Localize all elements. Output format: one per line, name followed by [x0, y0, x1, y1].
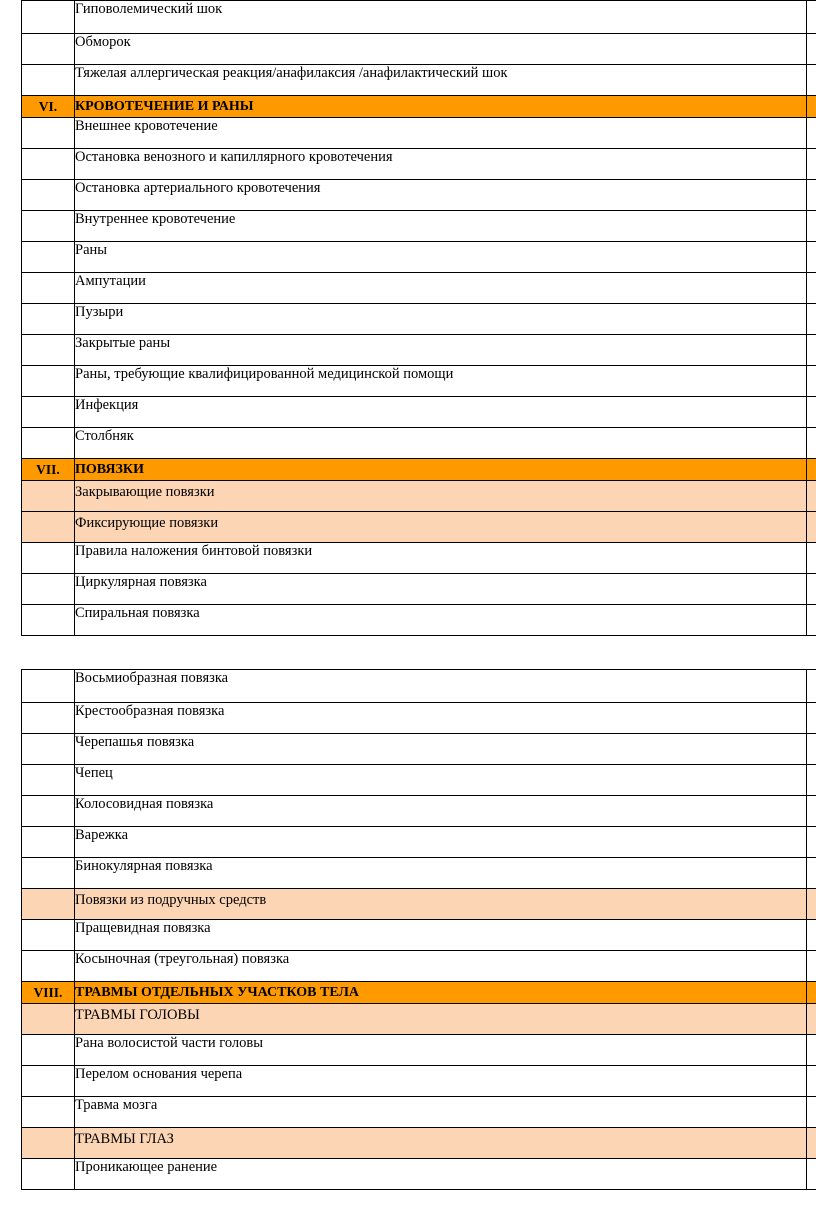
extra-cell — [807, 670, 816, 703]
table-row — [22, 605, 816, 636]
topic-cell: Рана волосистой части головы — [75, 1035, 807, 1066]
table-row — [22, 149, 816, 180]
curriculum-table-part-2 — [21, 669, 816, 1190]
extra-cell — [807, 459, 816, 481]
topic-cell: Пузыри — [75, 304, 807, 335]
topic-cell: Проникающее ранение — [75, 1159, 807, 1190]
topic-cell: Пращевидная повязка — [75, 920, 807, 951]
topic-cell: Обморок — [75, 34, 807, 65]
section-number: VI. — [22, 96, 75, 118]
topic-cell: Столбняк — [75, 428, 807, 459]
extra-cell — [807, 304, 816, 335]
curriculum-table-body — [22, 1, 816, 636]
extra-cell — [807, 1066, 816, 1097]
row-number-cell — [22, 703, 75, 734]
row-number-cell — [22, 180, 75, 211]
table-row — [22, 703, 816, 734]
table-row — [22, 765, 816, 796]
extra-cell — [807, 982, 816, 1004]
table-row — [22, 734, 816, 765]
row-number-cell — [22, 1097, 75, 1128]
table-row — [22, 1, 816, 34]
curriculum-table-part-1 — [21, 0, 816, 636]
row-number-cell — [22, 543, 75, 574]
table-row — [22, 481, 816, 512]
table-row — [22, 574, 816, 605]
table-row — [22, 397, 816, 428]
extra-cell — [807, 951, 816, 982]
row-number-cell — [22, 574, 75, 605]
table-row — [22, 273, 816, 304]
topic-cell: Внутреннее кровотечение — [75, 211, 807, 242]
extra-cell — [807, 180, 816, 211]
section-header-row — [22, 96, 816, 118]
extra-cell — [807, 1097, 816, 1128]
row-number-cell — [22, 304, 75, 335]
topic-cell: Крестообразная повязка — [75, 703, 807, 734]
section-header-row — [22, 459, 816, 481]
row-number-cell — [22, 1159, 75, 1190]
section-number: VII. — [22, 459, 75, 481]
topic-cell: Фиксирующие повязки — [75, 512, 807, 543]
extra-cell — [807, 149, 816, 180]
extra-cell — [807, 1035, 816, 1066]
topic-cell: Перелом основания черепа — [75, 1066, 807, 1097]
section-title: ТРАВМЫ ОТДЕЛЬНЫХ УЧАСТКОВ ТЕЛА — [75, 982, 807, 1004]
table-row — [22, 512, 816, 543]
topic-cell: Раны — [75, 242, 807, 273]
row-number-cell — [22, 951, 75, 982]
table-row — [22, 34, 816, 65]
table-row — [22, 951, 816, 982]
topic-cell: Бинокулярная повязка — [75, 858, 807, 889]
extra-cell — [807, 118, 816, 149]
extra-cell — [807, 858, 816, 889]
extra-cell — [807, 512, 816, 543]
topic-cell: ТРАВМЫ ГЛАЗ — [75, 1128, 807, 1159]
row-number-cell — [22, 765, 75, 796]
topic-cell: Чепец — [75, 765, 807, 796]
section-title: КРОВОТЕЧЕНИЕ И РАНЫ — [75, 96, 807, 118]
extra-cell — [807, 920, 816, 951]
row-number-cell — [22, 734, 75, 765]
extra-cell — [807, 242, 816, 273]
row-number-cell — [22, 149, 75, 180]
table-row — [22, 1097, 816, 1128]
row-number-cell — [22, 605, 75, 636]
table-row — [22, 304, 816, 335]
row-number-cell — [22, 1, 75, 34]
topic-cell: Закрытые раны — [75, 335, 807, 366]
topic-cell: Восьмиобразная повязка — [75, 670, 807, 703]
row-number-cell — [22, 211, 75, 242]
table-row — [22, 366, 816, 397]
extra-cell — [807, 481, 816, 512]
row-number-cell — [22, 397, 75, 428]
row-number-cell — [22, 335, 75, 366]
row-number-cell — [22, 827, 75, 858]
extra-cell — [807, 34, 816, 65]
table-row — [22, 180, 816, 211]
extra-cell — [807, 796, 816, 827]
topic-cell: Тяжелая аллергическая реакция/анафилаксия /анафилактический шок — [75, 65, 807, 96]
row-number-cell — [22, 65, 75, 96]
extra-cell — [807, 605, 816, 636]
topic-cell: Травма мозга — [75, 1097, 807, 1128]
extra-cell — [807, 96, 816, 118]
section-number: VIII. — [22, 982, 75, 1004]
extra-cell — [807, 543, 816, 574]
table-row — [22, 428, 816, 459]
topic-cell: Циркулярная повязка — [75, 574, 807, 605]
table-row — [22, 1035, 816, 1066]
row-number-cell — [22, 1004, 75, 1035]
extra-cell — [807, 366, 816, 397]
extra-cell — [807, 428, 816, 459]
topic-cell: Черепашья повязка — [75, 734, 807, 765]
table-row — [22, 335, 816, 366]
extra-cell — [807, 1, 816, 34]
topic-cell: ТРАВМЫ ГОЛОВЫ — [75, 1004, 807, 1035]
extra-cell — [807, 1159, 816, 1190]
extra-cell — [807, 273, 816, 304]
extra-cell — [807, 65, 816, 96]
table-row — [22, 827, 816, 858]
row-number-cell — [22, 428, 75, 459]
row-number-cell — [22, 889, 75, 920]
extra-cell — [807, 1004, 816, 1035]
extra-cell — [807, 211, 816, 242]
table-row — [22, 1159, 816, 1190]
row-number-cell — [22, 1128, 75, 1159]
topic-cell: Варежка — [75, 827, 807, 858]
row-number-cell — [22, 796, 75, 827]
table-row — [22, 858, 816, 889]
topic-cell: Косыночная (треугольная) повязка — [75, 951, 807, 982]
topic-cell: Колосовидная повязка — [75, 796, 807, 827]
topic-cell: Остановка артериального кровотечения — [75, 180, 807, 211]
topic-cell: Остановка венозного и капиллярного кровотечения — [75, 149, 807, 180]
row-number-cell — [22, 118, 75, 149]
table-row — [22, 920, 816, 951]
extra-cell — [807, 827, 816, 858]
table-row — [22, 118, 816, 149]
extra-cell — [807, 397, 816, 428]
extra-cell — [807, 765, 816, 796]
row-number-cell — [22, 481, 75, 512]
topic-cell: Повязки из подручных средств — [75, 889, 807, 920]
row-number-cell — [22, 1035, 75, 1066]
topic-cell: Инфекция — [75, 397, 807, 428]
extra-cell — [807, 335, 816, 366]
topic-cell: Гиповолемический шок — [75, 1, 807, 34]
row-number-cell — [22, 512, 75, 543]
row-number-cell — [22, 670, 75, 703]
table-row — [22, 1004, 816, 1035]
row-number-cell — [22, 366, 75, 397]
table-row — [22, 242, 816, 273]
extra-cell — [807, 734, 816, 765]
table-row — [22, 670, 816, 703]
row-number-cell — [22, 34, 75, 65]
table-row — [22, 1128, 816, 1159]
table-row — [22, 1066, 816, 1097]
topic-cell: Ампутации — [75, 273, 807, 304]
extra-cell — [807, 889, 816, 920]
table-row — [22, 543, 816, 574]
table-row — [22, 211, 816, 242]
extra-cell — [807, 574, 816, 605]
table-row — [22, 65, 816, 96]
topic-cell: Внешнее кровотечение — [75, 118, 807, 149]
row-number-cell — [22, 242, 75, 273]
topic-cell: Закрывающие повязки — [75, 481, 807, 512]
row-number-cell — [22, 858, 75, 889]
table-row — [22, 796, 816, 827]
table-row — [22, 889, 816, 920]
curriculum-table-body — [22, 670, 816, 1190]
topic-cell: Раны, требующие квалифицированной медицинской помощи — [75, 366, 807, 397]
topic-cell: Спиральная повязка — [75, 605, 807, 636]
extra-cell — [807, 1128, 816, 1159]
row-number-cell — [22, 1066, 75, 1097]
row-number-cell — [22, 273, 75, 304]
extra-cell — [807, 703, 816, 734]
section-header-row — [22, 982, 816, 1004]
section-title: ПОВЯЗКИ — [75, 459, 807, 481]
topic-cell: Правила наложения бинтовой повязки — [75, 543, 807, 574]
row-number-cell — [22, 920, 75, 951]
